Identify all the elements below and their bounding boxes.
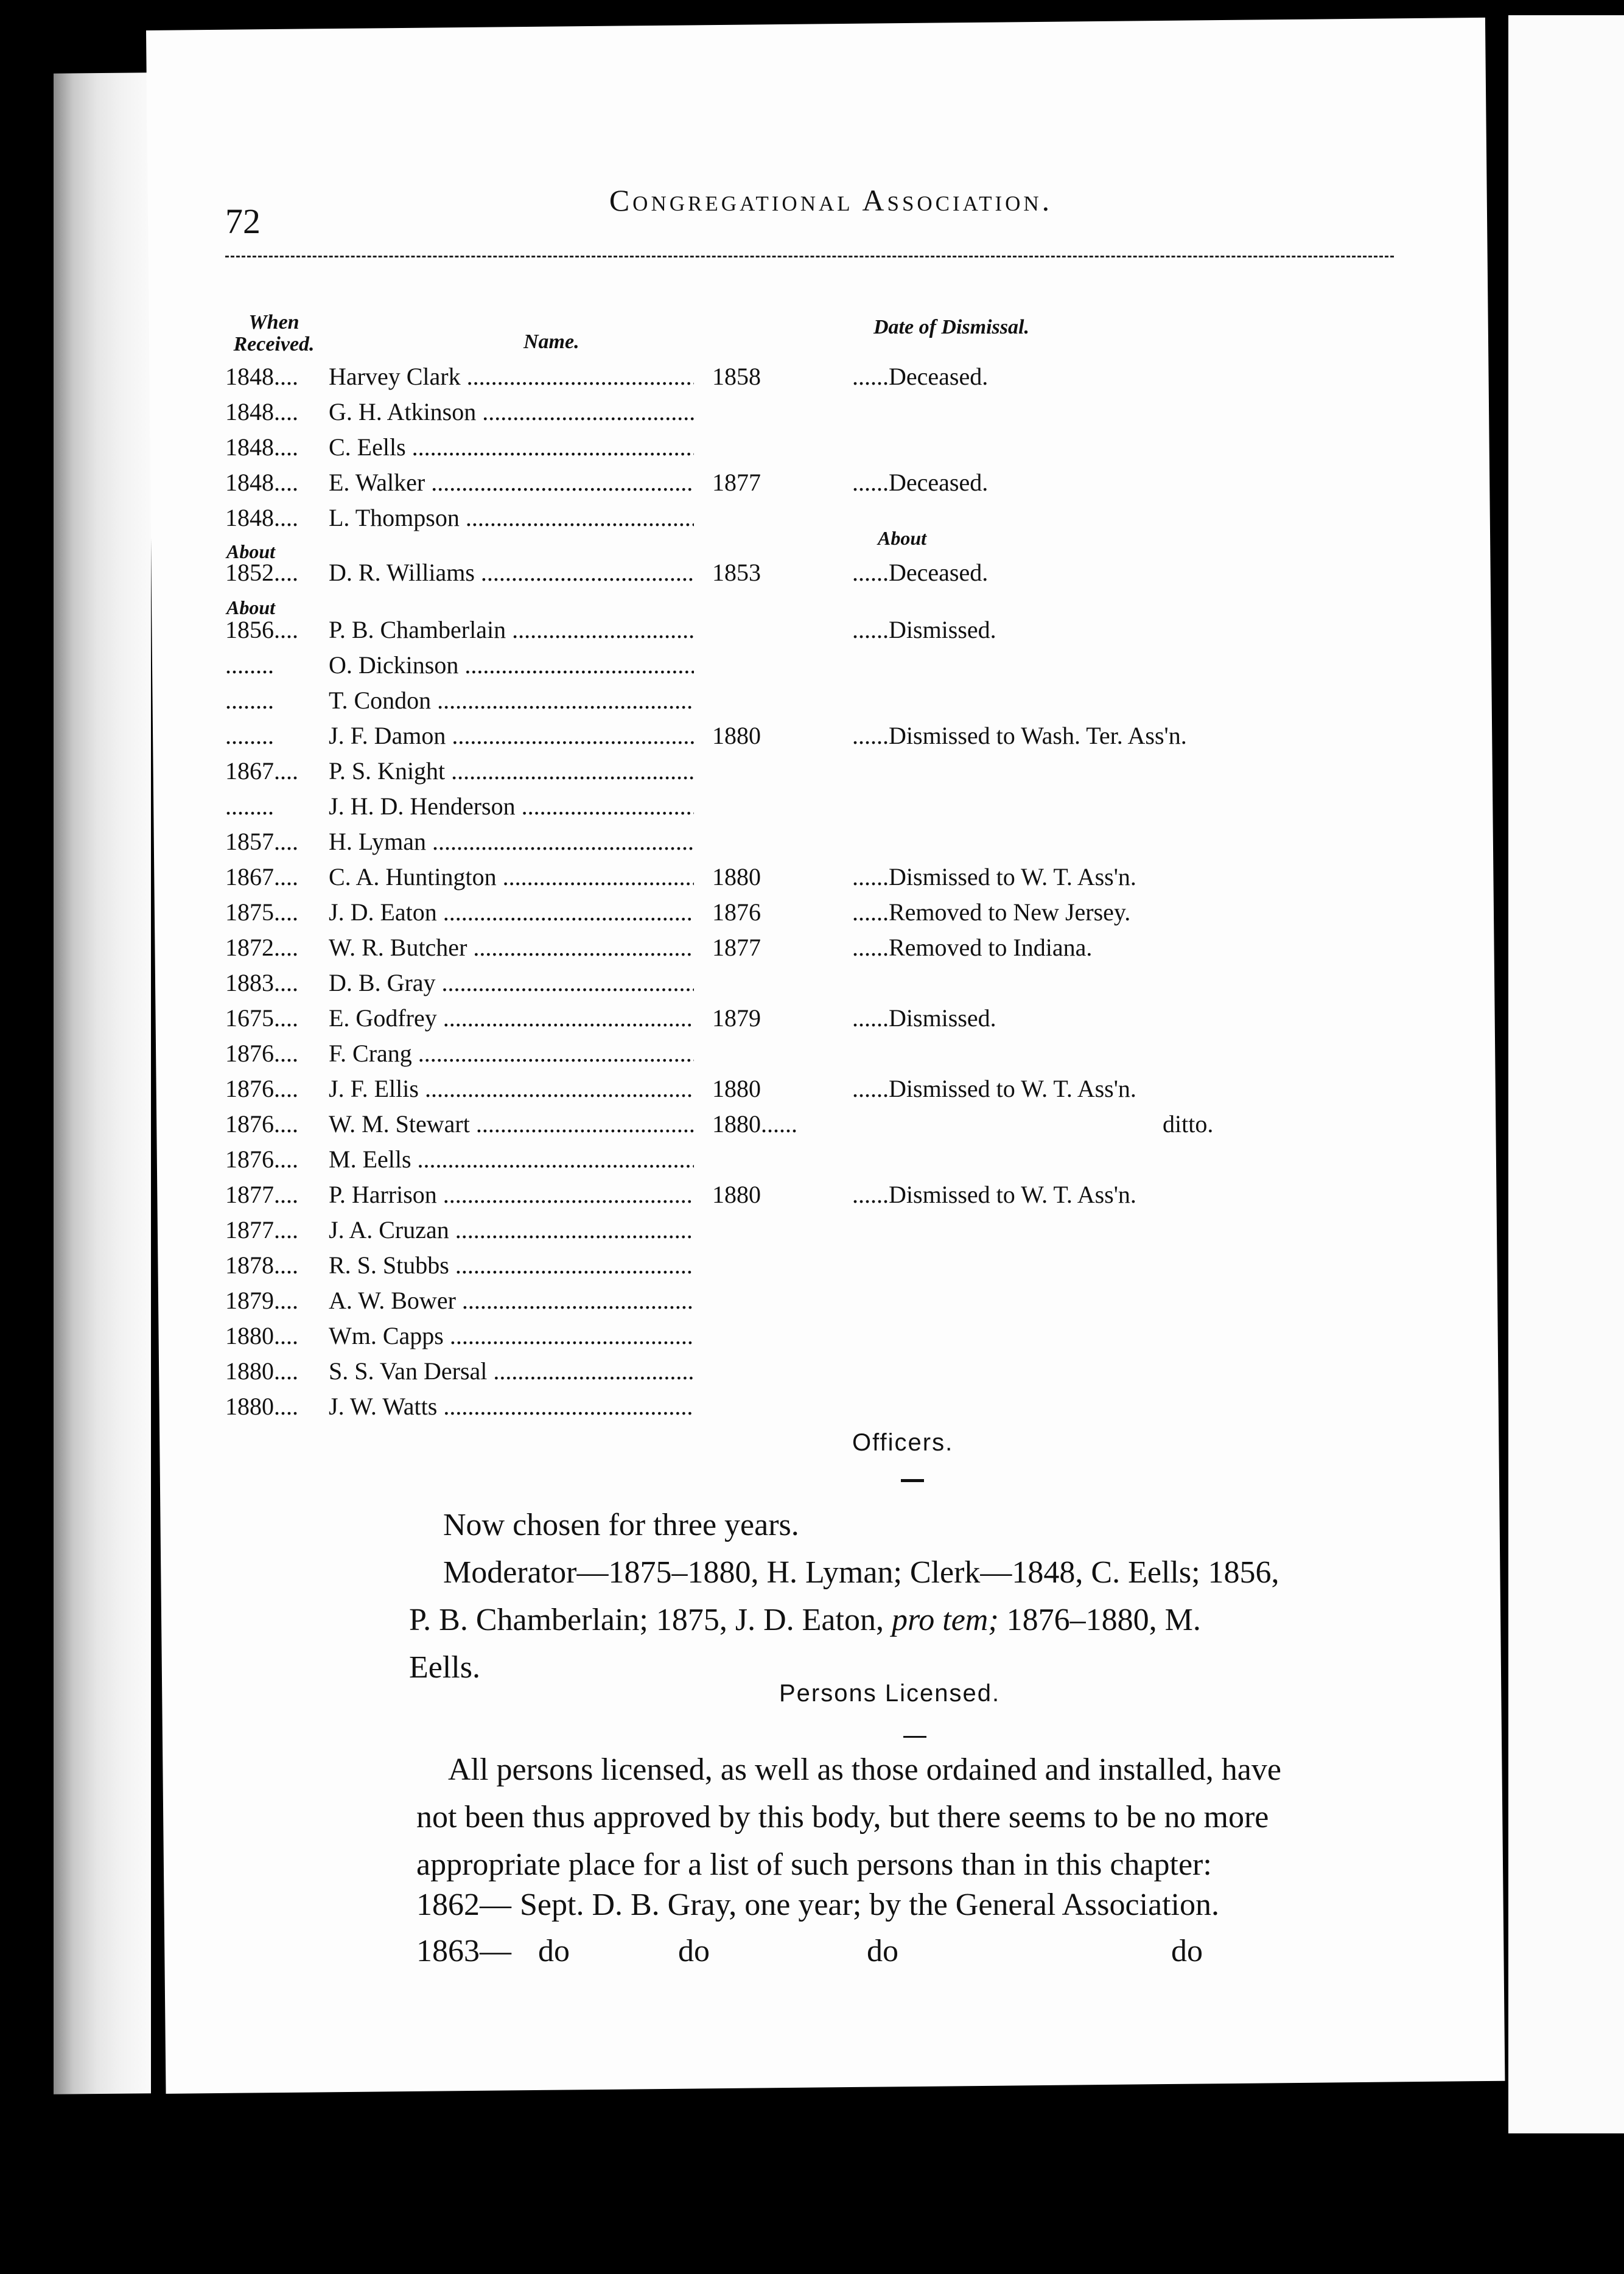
table-row [225, 824, 1418, 859]
table-row [225, 859, 1418, 895]
received-year: 1852.... [225, 559, 298, 586]
officers-dash [901, 1479, 924, 1482]
about-note: About [226, 541, 276, 562]
table-row [225, 430, 1418, 465]
received-year: 1880.... [225, 1393, 298, 1420]
ditto-mark: do [1171, 1934, 1203, 1968]
table-row [225, 1142, 1418, 1177]
member-name: D. R. Williams ..... [329, 555, 694, 590]
member-name: R. S. Stubbs ..... [329, 1248, 694, 1283]
officers-heading: Officers. [852, 1429, 954, 1456]
table-row [225, 895, 1418, 930]
dismissal-status: ......Dismissed to W. T. Ass'n. [852, 1181, 1136, 1208]
received-year: 1883.... [225, 969, 298, 996]
member-name: J. A. Cruzan ..... [329, 1212, 694, 1248]
licensed-paragraph-line: appropriate place for a list of such persons than in this chapter: [416, 1847, 1212, 1882]
table-row [225, 1177, 1418, 1212]
table-row [225, 1036, 1418, 1071]
dismissal-status: ......Dismissed. [852, 616, 996, 643]
about-note: About [878, 527, 927, 549]
received-year: 1867.... [225, 757, 298, 785]
table-row [225, 1354, 1418, 1389]
licensed-heading: Persons Licensed. [779, 1680, 1001, 1707]
licensed-dash [903, 1736, 926, 1738]
member-name: S. S. Van Dersal ..... [329, 1354, 694, 1389]
member-name: O. Dickinson ..... [329, 648, 694, 683]
leader-dots: ........ [225, 792, 274, 820]
received-year: 1877.... [225, 1216, 298, 1244]
member-name: J. F. Ellis ..... [329, 1071, 694, 1107]
licensed-paragraph-line: All persons licensed, as well as those ordained and installed, have [448, 1752, 1281, 1787]
dismissal-year: 1853 [712, 559, 761, 586]
member-name: P. Harrison ..... [329, 1177, 694, 1212]
member-name: J. D. Eaton ..... [329, 895, 694, 930]
member-name: J. W. Watts ..... [329, 1389, 694, 1424]
received-year: 1876.... [225, 1040, 298, 1067]
dismissal-status: ......Deceased. [852, 363, 989, 390]
member-name: C. Eells ..... [329, 430, 694, 465]
received-year: 1856.... [225, 616, 298, 643]
dismissal-year: 1877 [712, 934, 761, 961]
received-year: 1876.... [225, 1075, 298, 1102]
dismissal-year: 1880...... [712, 1110, 797, 1138]
dismissal-year: 1876 [712, 898, 761, 926]
table-row [225, 683, 1418, 718]
member-name: P. B. Chamberlain ..... [329, 612, 694, 648]
received-year: 1876.... [225, 1146, 298, 1173]
dismissal-status: ......Dismissed to W. T. Ass'n. [852, 1075, 1136, 1102]
table-row [225, 789, 1418, 824]
dismissal-year: 1880 [712, 863, 761, 890]
member-name: T. Condon ..... [329, 683, 694, 718]
received-year: 1848.... [225, 398, 298, 425]
license-entry [416, 1887, 1573, 1936]
officers-line: Eells. [409, 1650, 480, 1685]
table-row [225, 1071, 1418, 1107]
officers-italic-text: pro tem; [891, 1603, 999, 1637]
license-year: 1863— [416, 1934, 511, 1968]
received-year: 1675.... [225, 1004, 298, 1032]
table-row [225, 394, 1418, 430]
leader-dots: ........ [225, 687, 274, 714]
table-row [225, 1283, 1418, 1318]
ditto-mark: do [867, 1934, 898, 1968]
member-name: D. B. Gray ..... [329, 965, 694, 1001]
officers-text: P. B. Chamberlain; 1875, J. D. Eaton, [409, 1603, 892, 1637]
table-row [225, 1001, 1418, 1036]
table-row [225, 930, 1418, 965]
table-row [225, 1107, 1418, 1142]
member-name: E. Walker ..... [329, 465, 694, 500]
received-year: 1877.... [225, 1181, 298, 1208]
dismissal-year: 1858 [712, 363, 761, 390]
received-year: 1848.... [225, 504, 298, 531]
dismissal-year: 1880 [712, 1181, 761, 1208]
about-note: About [226, 596, 276, 618]
dismissal-status: ......Dismissed to Wash. Ter. Ass'n. [852, 722, 1187, 749]
member-name: F. Crang ..... [329, 1036, 694, 1071]
received-year: 1880.... [225, 1357, 298, 1385]
ditto-mark: do [538, 1934, 570, 1968]
table-row [225, 754, 1418, 789]
dismissal-year: 1879 [712, 1004, 761, 1032]
officers-line: Moderator—1875–1880, H. Lyman; Clerk—1848, C. Eells; 1856, [443, 1555, 1279, 1590]
dismissal-year: 1880 [712, 722, 761, 749]
received-year: 1848.... [225, 363, 298, 390]
member-name: H. Lyman ..... [329, 824, 694, 859]
received-year: 1876.... [225, 1110, 298, 1138]
license-year: 1862— [416, 1887, 511, 1922]
leader-dots: ........ [225, 722, 274, 749]
running-head: Congregational Association. [609, 183, 1053, 217]
member-name: Wm. Capps ..... [329, 1318, 694, 1354]
header-rule [225, 256, 1394, 257]
page-number: 72 [225, 201, 261, 241]
received-year: 1872.... [225, 934, 298, 961]
dismissal-status: ......Dismissed. [852, 1004, 996, 1032]
col-when-received: When Received. [233, 311, 315, 355]
table-row [225, 1248, 1418, 1283]
officers-line: Now chosen for three years. [443, 1508, 799, 1542]
member-name: J. F. Damon ..... [329, 718, 694, 754]
member-name: J. H. D. Henderson ..... [329, 789, 694, 824]
table-row [225, 359, 1418, 394]
member-name: W. M. Stewart ..... [329, 1107, 694, 1142]
table-row [225, 555, 1418, 590]
table-row [225, 1389, 1418, 1424]
dismissal-status: ......Removed to New Jersey. [852, 898, 1131, 926]
member-name: W. R. Butcher ..... [329, 930, 694, 965]
facing-page-edge [1508, 15, 1624, 2133]
col-name: Name. [523, 331, 579, 353]
received-year: 1879.... [225, 1287, 298, 1314]
dismissal-status: ditto. [1163, 1110, 1214, 1138]
officers-line [409, 1595, 1201, 1646]
table-row [225, 612, 1418, 648]
officers-text: 1876–1880, M. [998, 1603, 1201, 1637]
table-row [225, 500, 1418, 536]
col-date-of-dismissal: Date of Dismissal. [873, 316, 1029, 338]
table-row [225, 1318, 1418, 1354]
table-row [225, 1212, 1418, 1248]
member-name: E. Godfrey ..... [329, 1001, 694, 1036]
received-year: 1875.... [225, 898, 298, 926]
member-name: L. Thompson ..... [329, 500, 694, 536]
dismissal-year: 1880 [712, 1075, 761, 1102]
received-year: 1848.... [225, 433, 298, 461]
member-name: P. S. Knight ..... [329, 754, 694, 789]
received-year: 1857.... [225, 828, 298, 855]
received-year: 1867.... [225, 863, 298, 890]
member-name: G. H. Atkinson ..... [329, 394, 694, 430]
received-year: 1880.... [225, 1322, 298, 1349]
dismissal-status: ......Deceased. [852, 469, 989, 496]
ditto-mark: do [678, 1934, 710, 1968]
licensed-paragraph-line: not been thus approved by this body, but there seems to be no more [416, 1800, 1269, 1835]
page-edges [54, 72, 151, 2094]
table-row [225, 718, 1418, 754]
dismissal-status: ......Deceased. [852, 559, 989, 586]
table-row [225, 965, 1418, 1001]
table-row [225, 648, 1418, 683]
member-name: C. A. Huntington ..... [329, 859, 694, 895]
member-name: A. W. Bower ..... [329, 1283, 694, 1318]
leader-dots: ........ [225, 651, 274, 679]
dismissal-status: ......Dismissed to W. T. Ass'n. [852, 863, 1136, 890]
table-row [225, 465, 1418, 500]
dismissal-status: ......Removed to Indiana. [852, 934, 1093, 961]
member-name: M. Eells ..... [329, 1142, 694, 1177]
license-text: Sept. D. B. Gray, one year; by the General Association. [520, 1887, 1220, 1922]
received-year: 1848.... [225, 469, 298, 496]
dismissal-year: 1877 [712, 469, 761, 496]
license-entry [416, 1933, 1573, 1982]
received-year: 1878.... [225, 1251, 298, 1279]
member-name: Harvey Clark ..... [329, 359, 694, 394]
